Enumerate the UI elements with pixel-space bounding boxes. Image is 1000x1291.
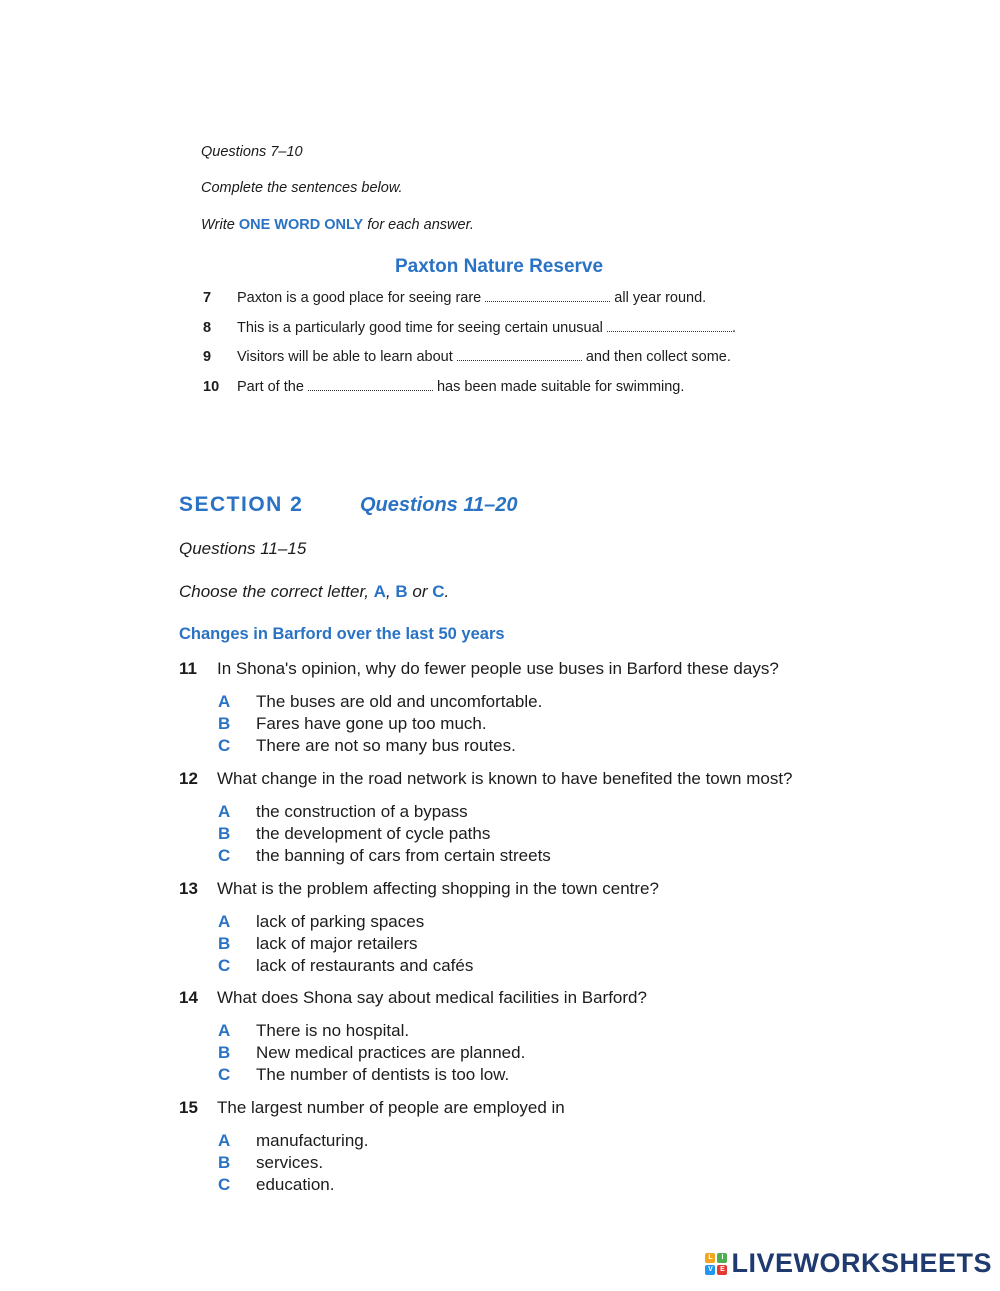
questions-11-15-heading: Questions 11–15 bbox=[179, 539, 307, 558]
section-2-range: Questions 11–20 bbox=[360, 494, 518, 516]
question-12: 12 What change in the road network is known to have benefited the town most? bbox=[179, 769, 793, 788]
option-11-a[interactable]: A The buses are old and uncomfortable. bbox=[218, 692, 543, 711]
question-11: 11 In Shona's opinion, why do fewer people use buses in Barford these days? bbox=[179, 659, 779, 678]
option-14-b[interactable]: B New medical practices are planned. bbox=[218, 1043, 526, 1062]
question-15: 15 The largest number of people are employed in bbox=[179, 1098, 565, 1117]
question-15-options bbox=[218, 1130, 368, 1196]
sentence-9: 9 Visitors will be able to learn about and then collect some. bbox=[203, 349, 731, 365]
question-14: 14 What does Shona say about medical facilities in Barford? bbox=[179, 988, 647, 1007]
nature-reserve-title: Paxton Nature Reserve bbox=[395, 256, 604, 277]
option-15-c[interactable]: C education. bbox=[218, 1175, 335, 1194]
logo-text: LIVEWORKSHEETS bbox=[731, 1248, 992, 1278]
answer-blank-10[interactable] bbox=[308, 380, 433, 391]
liveworksheets-logo bbox=[705, 1248, 992, 1279]
sentence-8: 8 This is a particularly good time for seeing certain unusual . bbox=[203, 320, 736, 336]
option-13-c[interactable]: C lack of restaurants and cafés bbox=[218, 956, 474, 975]
option-11-b[interactable]: B Fares have gone up too much. bbox=[218, 714, 487, 733]
instruction-choose-letter: Choose the correct letter, A, B or C. bbox=[179, 582, 450, 601]
option-13-b[interactable]: B lack of major retailers bbox=[218, 934, 418, 953]
topic-heading: Changes in Barford over the last 50 years bbox=[179, 625, 505, 643]
option-15-b[interactable]: B services. bbox=[218, 1153, 324, 1172]
option-15-a[interactable]: A manufacturing. bbox=[218, 1131, 369, 1150]
question-11-options bbox=[218, 691, 542, 757]
option-14-a[interactable]: A There is no hospital. bbox=[218, 1021, 410, 1040]
sentence-10: 10 Part of the has been made suitable for swimming. bbox=[203, 379, 685, 395]
question-14-options bbox=[218, 1020, 525, 1086]
instruction-word-limit: Write ONE WORD ONLY for each answer. bbox=[201, 217, 474, 233]
answer-blank-7[interactable] bbox=[485, 291, 610, 302]
answer-blank-8[interactable] bbox=[607, 321, 732, 332]
instruction-complete: Complete the sentences below. bbox=[201, 180, 403, 196]
sentence-7: 7 Paxton is a good place for seeing rare all year round. bbox=[203, 290, 707, 306]
questions-7-10-heading: Questions 7–10 bbox=[201, 144, 303, 160]
option-11-c[interactable]: C There are not so many bus routes. bbox=[218, 736, 516, 755]
answer-blank-9[interactable] bbox=[457, 350, 582, 361]
question-12-options bbox=[218, 801, 551, 867]
liveworksheets-logo-icon: L I V E bbox=[705, 1253, 727, 1275]
question-13-options bbox=[218, 911, 473, 977]
option-12-b[interactable]: B the development of cycle paths bbox=[218, 824, 491, 843]
section-2-label: SECTION 2 bbox=[179, 493, 304, 516]
option-14-c[interactable]: C The number of dentists is too low. bbox=[218, 1065, 510, 1084]
option-13-a[interactable]: A lack of parking spaces bbox=[218, 912, 425, 931]
question-13: 13 What is the problem affecting shopping in the town centre? bbox=[179, 879, 659, 898]
option-12-c[interactable]: C the banning of cars from certain streets bbox=[218, 846, 551, 865]
option-12-a[interactable]: A the construction of a bypass bbox=[218, 802, 468, 821]
